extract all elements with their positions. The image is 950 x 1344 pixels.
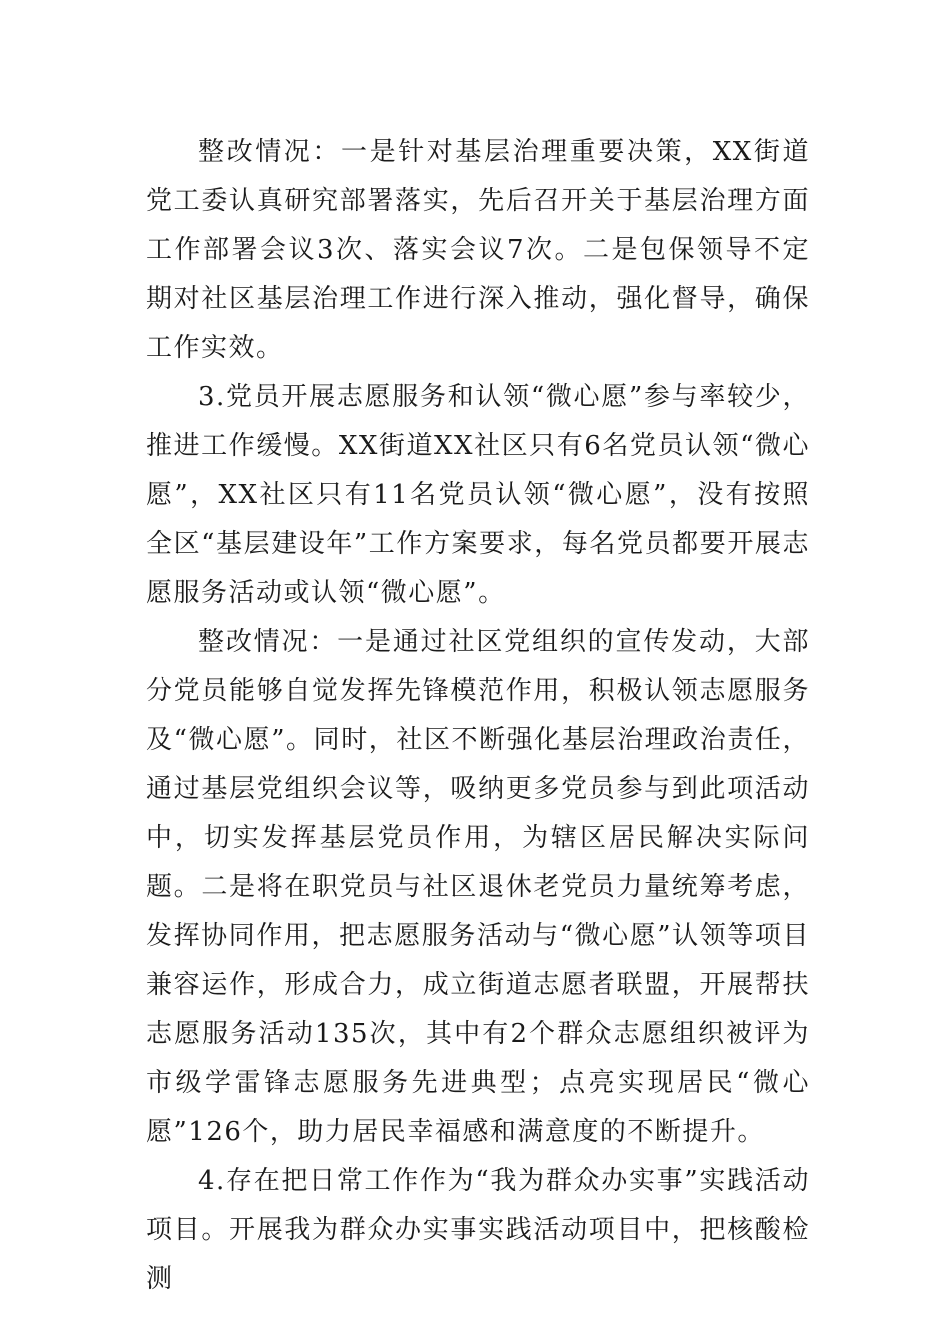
paragraph-issue-4: 4.存在把日常工作作为“我为群众办实事”实践活动项目。开展我为群众办实事实践活动项目中，把核酸检测 [146, 1166, 810, 1294]
paragraph-rectification-3: 整改情况：一是通过社区党组织的宣传发动，大部分党员能够自觉发挥先锋模范作用，积极认领志愿服务及“微心愿”。同时，社区不断强化基层治理政治责任，通过基层党组织会议等，吸纳更多党员参与到此项活动中，切实发挥基层党员作用，为辖区居民解决实际问题。二是将在职党员与社区退休老党员力量统筹考虑，发挥协同作用，把志愿服务活动与“微心愿”认领等项目兼容运作，形成合力，成立街道志愿者联盟，开展帮扶志愿服务活动135次，其中有2个群众志愿组织被评为市级学雷锋志愿服务先进典型；点亮实现居民“微心愿”126个，助力居民幸福感和满意度的不断提升。 [146, 627, 810, 1147]
paragraph-rectification-1: 整改情况：一是针对基层治理重要决策，XX街道党工委认真研究部署落实，先后召开关于基层治理方面工作部署会议3次、落实会议7次。二是包保领导不定期对社区基层治理工作进行深入推动，强化督导，确保工作实效。 [146, 137, 810, 363]
document-body [146, 128, 810, 1304]
paragraph-issue-3: 3.党员开展志愿服务和认领“微心愿”参与率较少，推进工作缓慢。XX街道XX社区只有6名党员认领“微心愿”，XX社区只有11名党员认领“微心愿”，没有按照全区“基层建设年”工作方案要求，每名党员都要开展志愿服务活动或认领“微心愿”。 [146, 382, 810, 608]
